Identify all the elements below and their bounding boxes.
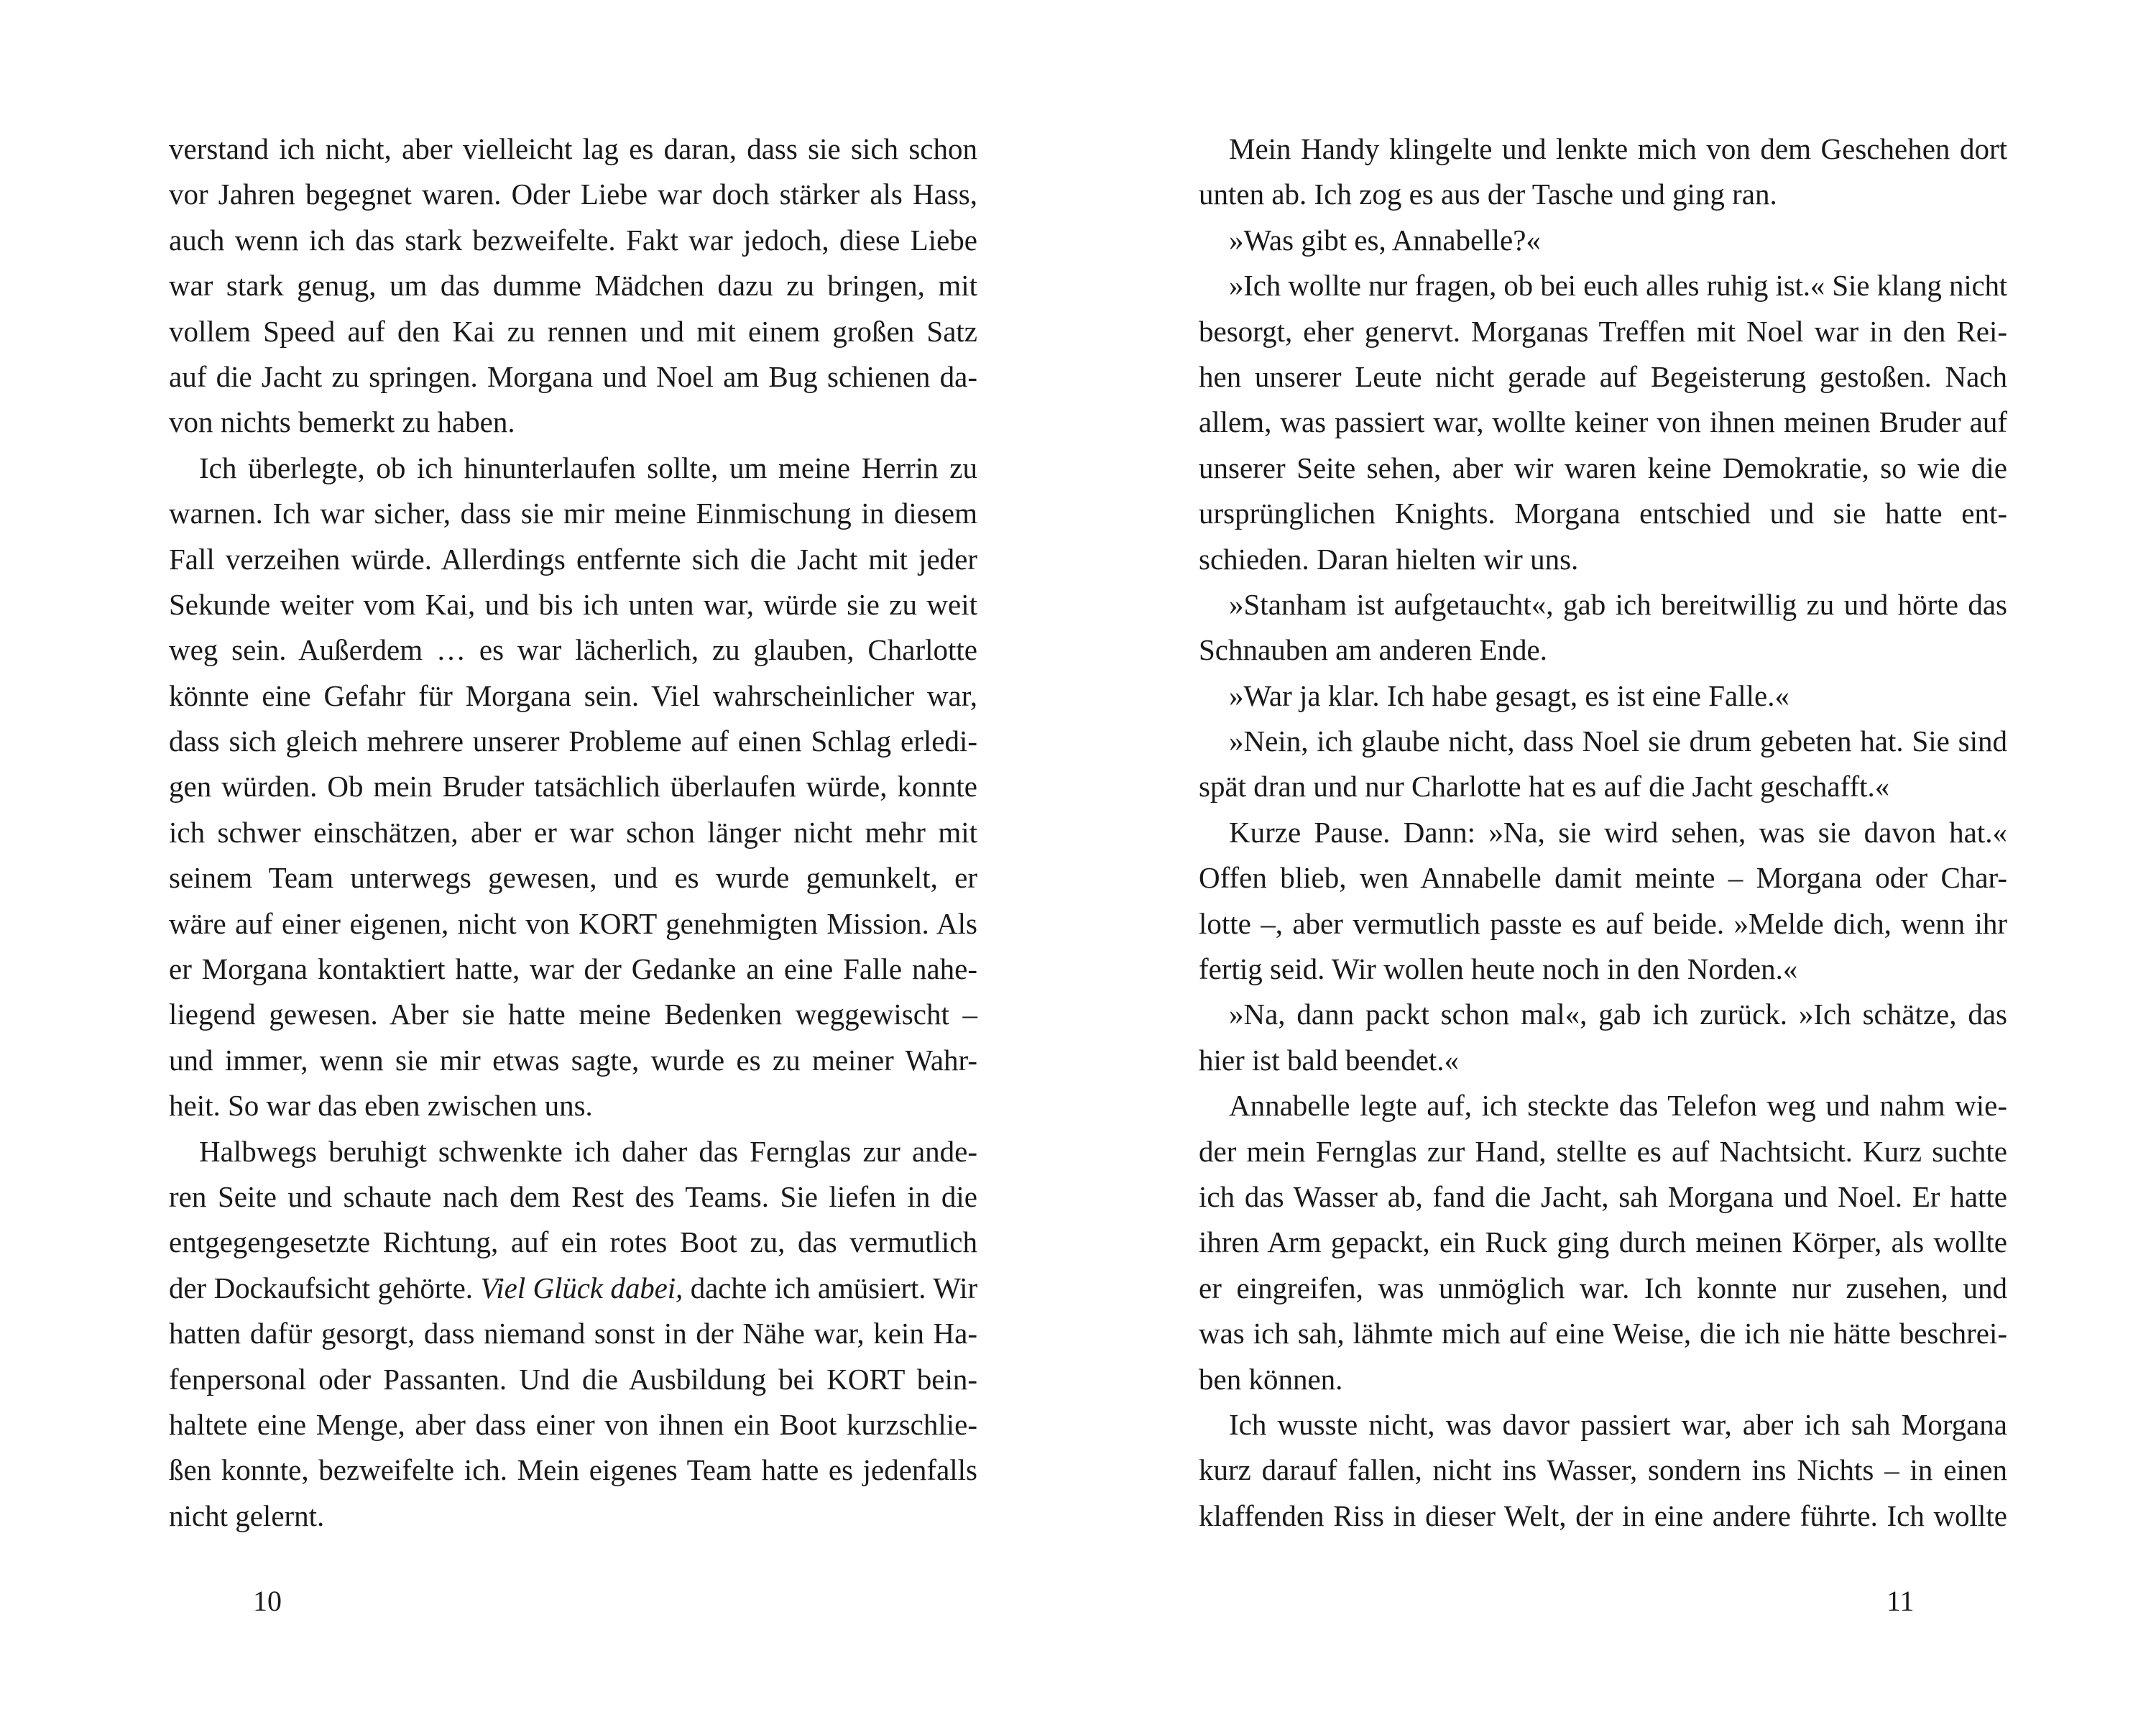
text-line: »Stanham ist aufgetaucht«, gab ich bereitwillig zu und hörte das bbox=[1229, 587, 2007, 621]
text-line: Mein Handy klingelte und lenkte mich von dem Geschehen dort bbox=[1229, 132, 2007, 165]
text-line: haltete eine Menge, aber dass einer von ihnen ein Boot kurzschlie- bbox=[169, 1407, 977, 1441]
text-line: besorgt, eher genervt. Morganas Treffen mit Noel war in den Rei- bbox=[1199, 314, 2007, 348]
text-line: seinem Team unterwegs gewesen, und es wurde gemunkelt, er bbox=[169, 861, 977, 895]
text-line: gen würden. Ob mein Bruder tatsächlich überlaufen würde, konnte bbox=[169, 770, 977, 804]
text-line: ben können. bbox=[1199, 1362, 1343, 1396]
page-number: 11 bbox=[1886, 1585, 1915, 1617]
text-line: Fall verzeihen würde. Allerdings entfernte sich die Jacht mit jeder bbox=[169, 542, 977, 576]
text-line: Kurze Pause. Dann: »Na, sie wird sehen, was sie davon hat.« bbox=[1229, 815, 2007, 849]
text-line: ursprünglichen Knights. Morgana entschied und sie hatte ent- bbox=[1199, 497, 2007, 530]
text-line: ihren Arm gepackt, ein Ruck ging durch meinen Körper, als wollte bbox=[1199, 1225, 2007, 1259]
text-line: war stark genug, um das dumme Mädchen dazu zu bringen, mit bbox=[169, 269, 977, 303]
text-line: ßen konnte, bezweifelte ich. Mein eigenes Team hatte es jedenfalls bbox=[169, 1453, 977, 1487]
page-number: 10 bbox=[253, 1585, 282, 1617]
left-page-text bbox=[169, 126, 977, 1539]
text-line: »Ich wollte nur fragen, ob bei euch alles ruhig ist.« Sie klang nicht bbox=[1229, 269, 2007, 303]
text-line: dass sich gleich mehrere unserer Probleme auf einen Schlag erledi- bbox=[169, 724, 977, 758]
text-line: klaffenden Riss in dieser Welt, der in eine andere führte. Ich wollte bbox=[1199, 1499, 2007, 1532]
text-line: »Nein, ich glaube nicht, dass Noel sie drum gebeten hat. Sie sind bbox=[1229, 724, 2007, 758]
right-page bbox=[1078, 0, 2156, 1717]
text-line: warnen. Ich war sicher, dass sie mir meine Einmischung in diesem bbox=[169, 497, 977, 530]
text-line: weg sein. Außerdem … es war lächerlich, zu glauben, Charlotte bbox=[169, 633, 977, 667]
text-line: könnte eine Gefahr für Morgana sein. Viel wahrscheinlicher war, bbox=[169, 678, 977, 712]
text-line: Schnauben am anderen Ende. bbox=[1199, 633, 1547, 667]
text-line: unserer Seite sehen, aber wir waren keine Demokratie, so wie die bbox=[1199, 451, 2007, 484]
text-segment: der Dockaufsicht gehörte. bbox=[169, 1271, 473, 1304]
text-line: fertig seid. Wir wollen heute noch in den Norden.« bbox=[1199, 952, 1798, 986]
text-line: vollem Speed auf den Kai zu rennen und mit einem großen Satz bbox=[169, 314, 977, 348]
text-line: lotte –, aber vermutlich passte es auf beide. »Melde dich, wenn ihr bbox=[1199, 906, 2007, 940]
text-line: heit. So war das eben zwischen uns. bbox=[169, 1089, 593, 1123]
text-line: er Morgana kontaktiert hatte, war der Gedanke an eine Falle nahe- bbox=[169, 952, 977, 986]
text-line: »Was gibt es, Annabelle?« bbox=[1229, 223, 1541, 257]
text-line: hatten dafür gesorgt, dass niemand sonst in der Nähe war, kein Ha- bbox=[169, 1317, 977, 1350]
text-line: unten ab. Ich zog es aus der Tasche und ging ran. bbox=[1199, 178, 1777, 211]
text-line: ren Seite und schaute nach dem Rest des Teams. Sie liefen in die bbox=[169, 1179, 977, 1213]
text-line: liegend gewesen. Aber sie hatte meine Bedenken weggewischt – bbox=[169, 998, 977, 1031]
text-line: vor Jahren begegnet waren. Oder Liebe war doch stärker als Hass, bbox=[169, 178, 977, 211]
text-line: wäre auf einer eigenen, nicht von KORT genehmigten Mission. Als bbox=[169, 906, 977, 940]
text-line: spät dran und nur Charlotte hat es auf die Jacht geschafft.« bbox=[1199, 770, 1890, 804]
text-line: kurz darauf fallen, nicht ins Wasser, sondern ins Nichts – in einen bbox=[1199, 1453, 2007, 1487]
text-line: auch wenn ich das stark bezweifelte. Fakt war jedoch, diese Liebe bbox=[169, 223, 977, 257]
text-line: er eingreifen, was unmöglich war. Ich konnte nur zusehen, und bbox=[1199, 1271, 2007, 1304]
text-line: Halbwegs beruhigt schwenkte ich daher das Fernglas zur ande- bbox=[199, 1134, 977, 1168]
text-line: hier ist bald beendet.« bbox=[1199, 1043, 1460, 1077]
text-line: schieden. Daran hielten wir uns. bbox=[1199, 542, 1579, 576]
text-line: und immer, wenn sie mir etwas sagte, wurde es zu meiner Wahr- bbox=[169, 1043, 977, 1077]
text-line: von nichts bemerkt zu haben. bbox=[169, 405, 515, 439]
text-line: der mein Fernglas zur Hand, stellte es auf Nachtsicht. Kurz suchte bbox=[1199, 1134, 2007, 1168]
text-line: ich schwer einschätzen, aber er war schon länger nicht mehr mit bbox=[169, 815, 977, 849]
text-line: was ich sah, lähmte mich auf eine Weise, die ich nie hätte beschrei- bbox=[1199, 1317, 2007, 1350]
text-line: Offen blieb, wen Annabelle damit meinte – Morgana oder Char- bbox=[1199, 861, 2007, 895]
text-line: hen unserer Leute nicht gerade auf Begeisterung gestoßen. Nach bbox=[1199, 359, 2007, 393]
text-line: auf die Jacht zu springen. Morgana und Noel am Bug schienen da- bbox=[169, 359, 977, 393]
text-line-mixed bbox=[169, 1266, 977, 1311]
text-line: Sekunde weiter vom Kai, und bis ich unten war, würde sie zu weit bbox=[169, 587, 977, 621]
text-line: verstand ich nicht, aber vielleicht lag es daran, dass sie sich schon bbox=[169, 132, 977, 165]
text-line: Ich überlegte, ob ich hinunterlaufen sollte, um meine Herrin zu bbox=[199, 451, 977, 484]
text-line: fenpersonal oder Passanten. Und die Ausbildung bei KORT bein- bbox=[169, 1362, 977, 1396]
text-line: »Na, dann packt schon mal«, gab ich zurück. »Ich schätze, das bbox=[1229, 998, 2007, 1031]
text-segment: dachte ich amüsiert. Wir bbox=[690, 1271, 977, 1304]
text-line: »War ja klar. Ich habe gesagt, es ist eine Falle.« bbox=[1229, 678, 1789, 712]
text-line: entgegengesetzte Richtung, auf ein rotes Boot zu, das vermutlich bbox=[169, 1225, 977, 1259]
text-line: allem, was passiert war, wollte keiner von ihnen meinen Bruder auf bbox=[1199, 405, 2007, 439]
text-line: Annabelle legte auf, ich steckte das Telefon weg und nahm wie- bbox=[1229, 1089, 2007, 1123]
text-line: Ich wusste nicht, was davor passiert war, aber ich sah Morgana bbox=[1229, 1407, 2007, 1441]
text-line: ich das Wasser ab, fand die Jacht, sah Morgana und Noel. Er hatte bbox=[1199, 1179, 2007, 1213]
text-line: nicht gelernt. bbox=[169, 1499, 325, 1532]
right-page-text bbox=[1199, 126, 2007, 1539]
italic-text: Viel Glück dabei, bbox=[480, 1271, 683, 1304]
